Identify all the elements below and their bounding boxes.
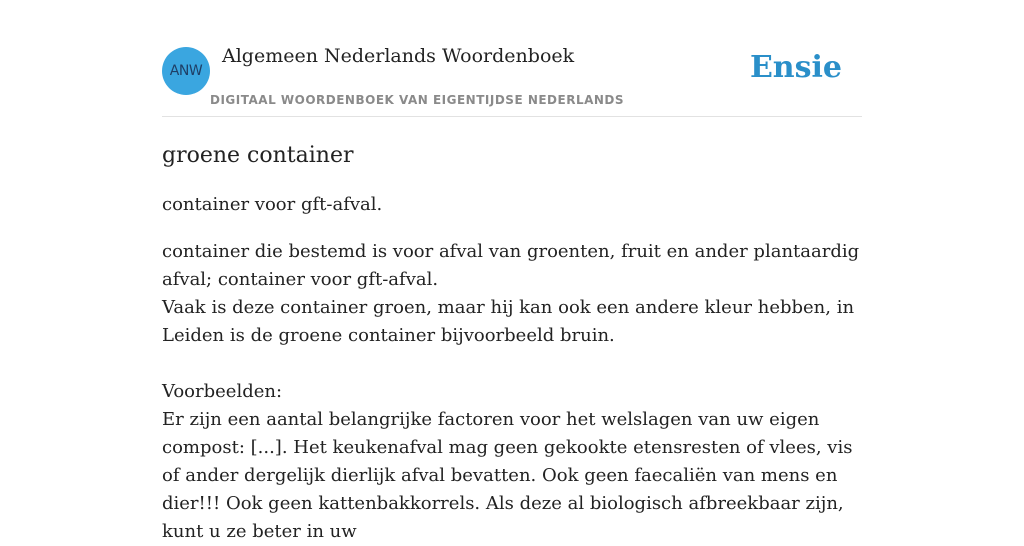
example-text: Er zijn een aantal belangrijke factoren voor het welslagen van uw eigen compost: [...]. Het keukenafval mag geen gekookte etensresten of vlees, vis of ander dergelijk dierlijk afval bevatten. Ook geen faecaliën van mens en dier!!! Ook geen kattenbakkorrels. Als deze al biologisch afbreekbaar zijn, kunt u ze beter in uw <box>162 409 853 542</box>
site-title-link[interactable]: Algemeen Nederlands Woordenboek <box>222 45 575 67</box>
definition-text: container die bestemd is voor afval van groenten, fruit en ander plantaardig afval; container voor gft-afval. <box>162 241 860 290</box>
ensie-brand-link[interactable]: Ensie <box>749 50 842 85</box>
note-text: Vaak is deze container groen, maar hij kan ook een andere kleur hebben, in Leiden is de groene container bijvoorbeeld bruin. <box>162 297 855 346</box>
entry-headword: groene container <box>162 143 354 168</box>
logo-text: ANW <box>169 63 203 79</box>
site-subtitle: DIGITAAL WOORDENBOEK VAN EIGENTIJDSE NEDERLANDS <box>210 93 625 107</box>
examples-label: Voorbeelden: <box>162 381 283 402</box>
anw-logo[interactable] <box>162 47 210 95</box>
entry-body <box>162 238 862 546</box>
site-header <box>162 0 862 117</box>
paragraph-gap <box>162 350 862 378</box>
page <box>162 0 862 546</box>
short-definition: container voor gft-afval. <box>162 194 383 215</box>
